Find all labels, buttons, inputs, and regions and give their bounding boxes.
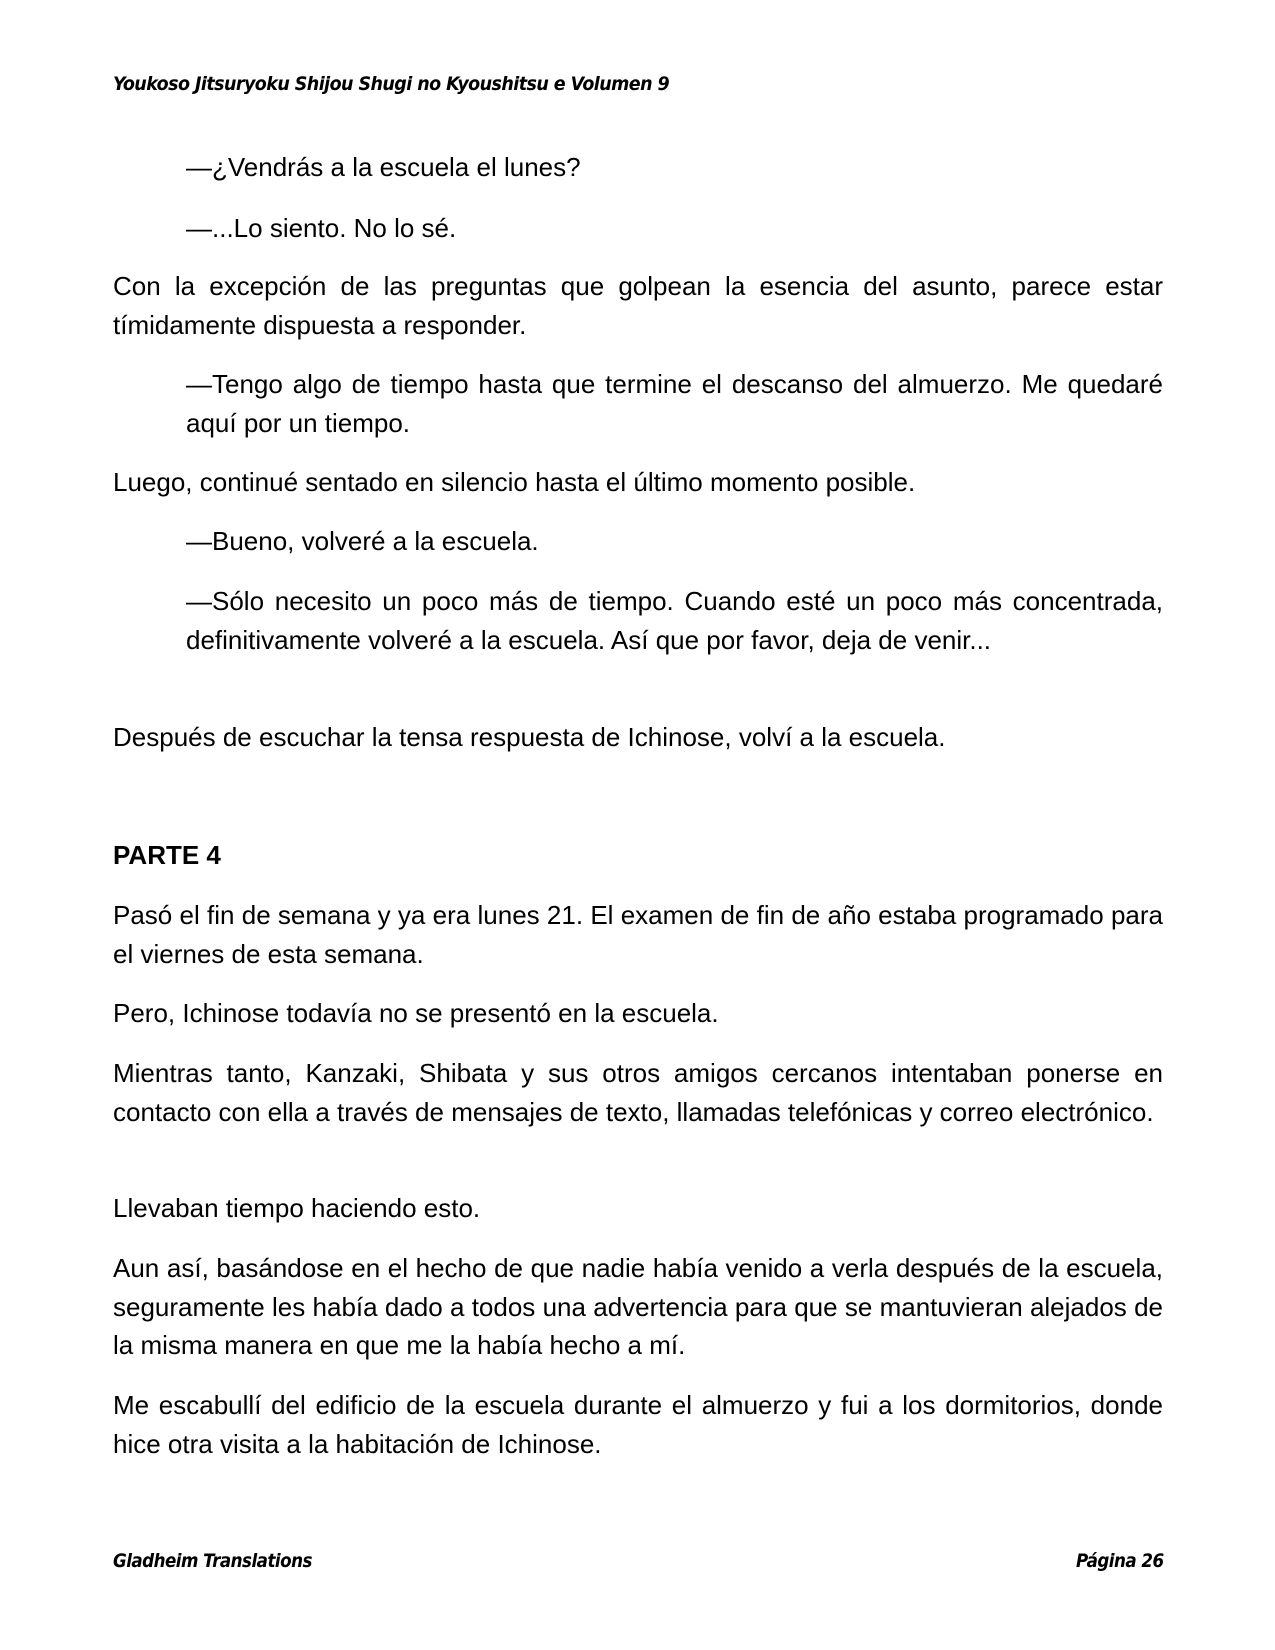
paragraph: Luego, continué sentado en silencio hasta el último momento posible. — [113, 467, 916, 497]
paragraph: Pero, Ichinose todavía no se presentó en la escuela. — [113, 998, 719, 1028]
paragraph: Llevaban tiempo haciendo esto. — [113, 1193, 481, 1223]
paragraph: Mientras tanto, Kanzaki, Shibata y sus otros amigos cercanos intentaban ponerse en contacto con ella a través de mensajes de texto, llamadas telefónicas y correo electrónico. — [113, 1058, 1163, 1127]
dialogue-line: —Bueno, volveré a la escuela. — [186, 526, 539, 556]
dialogue-line: —Sólo necesito un poco más de tiempo. Cuando esté un poco más concentrada, definitivamente volveré a la escuela. Así que por favor, deja de venir... — [186, 586, 1163, 655]
paragraph: Aun así, basándose en el hecho de que nadie había venido a verla después de la escuela, seguramente les había dado a todos una advertencia para que se mantuvieran alejados de la misma manera en que me la había hecho a mí. — [113, 1253, 1163, 1360]
paragraph: Después de escuchar la tensa respuesta de Ichinose, volví a la escuela. — [113, 722, 946, 752]
paragraph: Con la excepción de las preguntas que golpean la esencia del asunto, parece estar tímidamente dispuesta a responder. — [113, 271, 1163, 340]
paragraph: Pasó el fin de semana y ya era lunes 21. El examen de fin de año estaba programado para el viernes de esta semana. — [113, 900, 1163, 969]
paragraph: Me escabullí del edificio de la escuela durante el almuerzo y fui a los dormitorios, donde hice otra visita a la habitación de Ichinose. — [113, 1390, 1163, 1459]
dialogue-line: —Tengo algo de tiempo hasta que termine el descanso del almuerzo. Me quedaré aquí por un tiempo. — [186, 369, 1163, 438]
section-heading: PARTE 4 — [113, 840, 221, 870]
footer-publisher: Gladheim Translations — [113, 1550, 312, 1572]
dialogue-line: —¿Vendrás a la escuela el lunes? — [186, 152, 581, 182]
footer-page-number: Página 26 — [1076, 1550, 1164, 1572]
dialogue-line: —...Lo siento. No lo sé. — [186, 213, 457, 243]
running-header-title: Youkoso Jitsuryoku Shijou Shugi no Kyoushitsu e Volumen 9 — [113, 73, 670, 95]
